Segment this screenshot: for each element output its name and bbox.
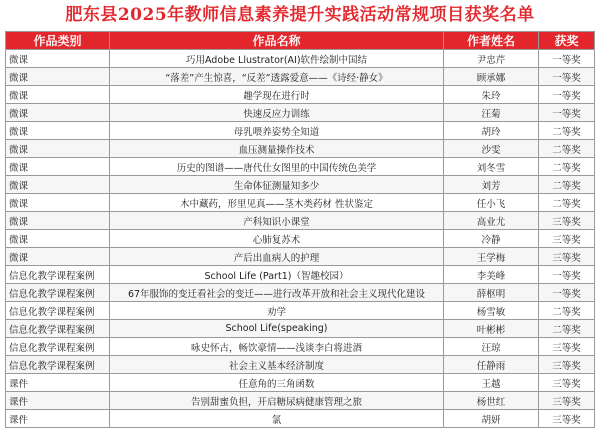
table-header-row	[6, 32, 595, 50]
row-category: 微课	[6, 104, 110, 122]
row-category: 微课	[6, 194, 110, 212]
row-category: 微课	[6, 230, 110, 248]
row-work-title: School Life(speaking)	[110, 320, 444, 338]
table-row	[6, 158, 595, 176]
table-row	[6, 212, 595, 230]
row-award: 三等奖	[539, 338, 595, 356]
table-body	[6, 50, 595, 428]
table-row	[6, 230, 595, 248]
page-title: 肥东县2025年教师信息素养提升实践活动常规项目获奖名单	[65, 5, 535, 25]
row-award: 二等奖	[539, 140, 595, 158]
row-category: 微课	[6, 176, 110, 194]
row-work-title: 产后出血病人的护理	[110, 248, 444, 266]
header-work: 作品名称	[110, 32, 444, 50]
row-award: 一等奖	[539, 50, 595, 68]
row-author: 叶彬彬	[444, 320, 539, 338]
row-award: 二等奖	[539, 194, 595, 212]
row-work-title: 氯	[110, 410, 444, 428]
row-author: 冷静	[444, 230, 539, 248]
row-work-title: 任意角的三角函数	[110, 374, 444, 392]
row-award: 一等奖	[539, 68, 595, 86]
row-author: 薛枢明	[444, 284, 539, 302]
table-row	[6, 248, 595, 266]
row-category: 微课	[6, 68, 110, 86]
row-work-title: 生命体征测量知多少	[110, 176, 444, 194]
table-row	[6, 140, 595, 158]
row-author: 王学梅	[444, 248, 539, 266]
row-author: 顾承娜	[444, 68, 539, 86]
table-row	[6, 410, 595, 428]
table-row	[6, 194, 595, 212]
row-work-title: 心肺复苏术	[110, 230, 444, 248]
header-category: 作品类别	[6, 32, 110, 50]
row-work-title: 血压测量操作技术	[110, 140, 444, 158]
row-author: 沙雯	[444, 140, 539, 158]
row-author: 刘冬雪	[444, 158, 539, 176]
row-category: 信息化教学课程案例	[6, 266, 110, 284]
row-award: 二等奖	[539, 176, 595, 194]
row-work-title: 咏史怀古，畅饮豪情——浅谈李白将进酒	[110, 338, 444, 356]
row-work-title: 产科知识小课堂	[110, 212, 444, 230]
table-row	[6, 284, 595, 302]
row-work-title: 历史的图谱——唐代仕女图里的中国传统色美学	[110, 158, 444, 176]
row-work-title: 告别甜蜜负担，开启糖尿病健康管理之旅	[110, 392, 444, 410]
table-row	[6, 320, 595, 338]
row-category: 课件	[6, 410, 110, 428]
row-work-title: 劝学	[110, 302, 444, 320]
row-award: 一等奖	[539, 86, 595, 104]
row-author: 汪菊	[444, 104, 539, 122]
row-author: 杨雪敏	[444, 302, 539, 320]
table-row	[6, 68, 595, 86]
row-category: 信息化教学课程案例	[6, 356, 110, 374]
row-category: 课件	[6, 374, 110, 392]
row-work-title: “落差”产生惊喜，“反差”透露爱意——《诗经·静女》	[110, 68, 444, 86]
row-category: 微课	[6, 248, 110, 266]
row-award: 二等奖	[539, 158, 595, 176]
row-category: 微课	[6, 122, 110, 140]
table-row	[6, 122, 595, 140]
row-award: 三等奖	[539, 374, 595, 392]
row-author: 杨世红	[444, 392, 539, 410]
row-category: 微课	[6, 50, 110, 68]
row-award: 三等奖	[539, 212, 595, 230]
table-row	[6, 176, 595, 194]
row-work-title: 母乳喂养姿势全知道	[110, 122, 444, 140]
row-work-title: 巧用Adobe Llustrator(AI)软件绘制中国结	[110, 50, 444, 68]
row-award: 三等奖	[539, 230, 595, 248]
row-category: 信息化教学课程案例	[6, 284, 110, 302]
row-author: 胡玲	[444, 122, 539, 140]
row-work-title: 67年服饰的变迁看社会的变迁——进行改革开放和社会主义现代化建设	[110, 284, 444, 302]
row-work-title: 趣学现在进行时	[110, 86, 444, 104]
row-category: 微课	[6, 212, 110, 230]
row-author: 汪琼	[444, 338, 539, 356]
table-row	[6, 302, 595, 320]
table-row	[6, 266, 595, 284]
row-work-title: 木中藏药，形里见真——茎木类药材 性状鉴定	[110, 194, 444, 212]
row-category: 微课	[6, 140, 110, 158]
table-row	[6, 356, 595, 374]
row-author: 李美峰	[444, 266, 539, 284]
row-author: 任静雨	[444, 356, 539, 374]
row-author: 任小飞	[444, 194, 539, 212]
row-award: 二等奖	[539, 320, 595, 338]
row-author: 朱玲	[444, 86, 539, 104]
row-category: 信息化教学课程案例	[6, 338, 110, 356]
table-row	[6, 86, 595, 104]
row-award: 一等奖	[539, 104, 595, 122]
row-work-title: School Life (Part1)（智趣校园）	[110, 266, 444, 284]
row-award: 一等奖	[539, 266, 595, 284]
row-award: 二等奖	[539, 302, 595, 320]
table-row	[6, 338, 595, 356]
row-award: 三等奖	[539, 392, 595, 410]
row-category: 信息化教学课程案例	[6, 302, 110, 320]
row-work-title: 快速反应力训练	[110, 104, 444, 122]
row-author: 尹忠芹	[444, 50, 539, 68]
row-category: 信息化教学课程案例	[6, 320, 110, 338]
row-award: 三等奖	[539, 356, 595, 374]
row-award: 三等奖	[539, 410, 595, 428]
row-author: 刘芳	[444, 176, 539, 194]
table-row	[6, 50, 595, 68]
row-author: 高业尤	[444, 212, 539, 230]
row-category: 微课	[6, 158, 110, 176]
table-row	[6, 374, 595, 392]
awards-table	[5, 31, 595, 428]
row-category: 微课	[6, 86, 110, 104]
header-award: 获奖	[539, 32, 595, 50]
row-work-title: 社会主义基本经济制度	[110, 356, 444, 374]
header-author: 作者姓名	[444, 32, 539, 50]
row-category: 课件	[6, 392, 110, 410]
table-row	[6, 392, 595, 410]
row-author: 王越	[444, 374, 539, 392]
row-award: 三等奖	[539, 248, 595, 266]
row-award: 二等奖	[539, 122, 595, 140]
row-award: 一等奖	[539, 284, 595, 302]
row-author: 胡妍	[444, 410, 539, 428]
table-row	[6, 104, 595, 122]
